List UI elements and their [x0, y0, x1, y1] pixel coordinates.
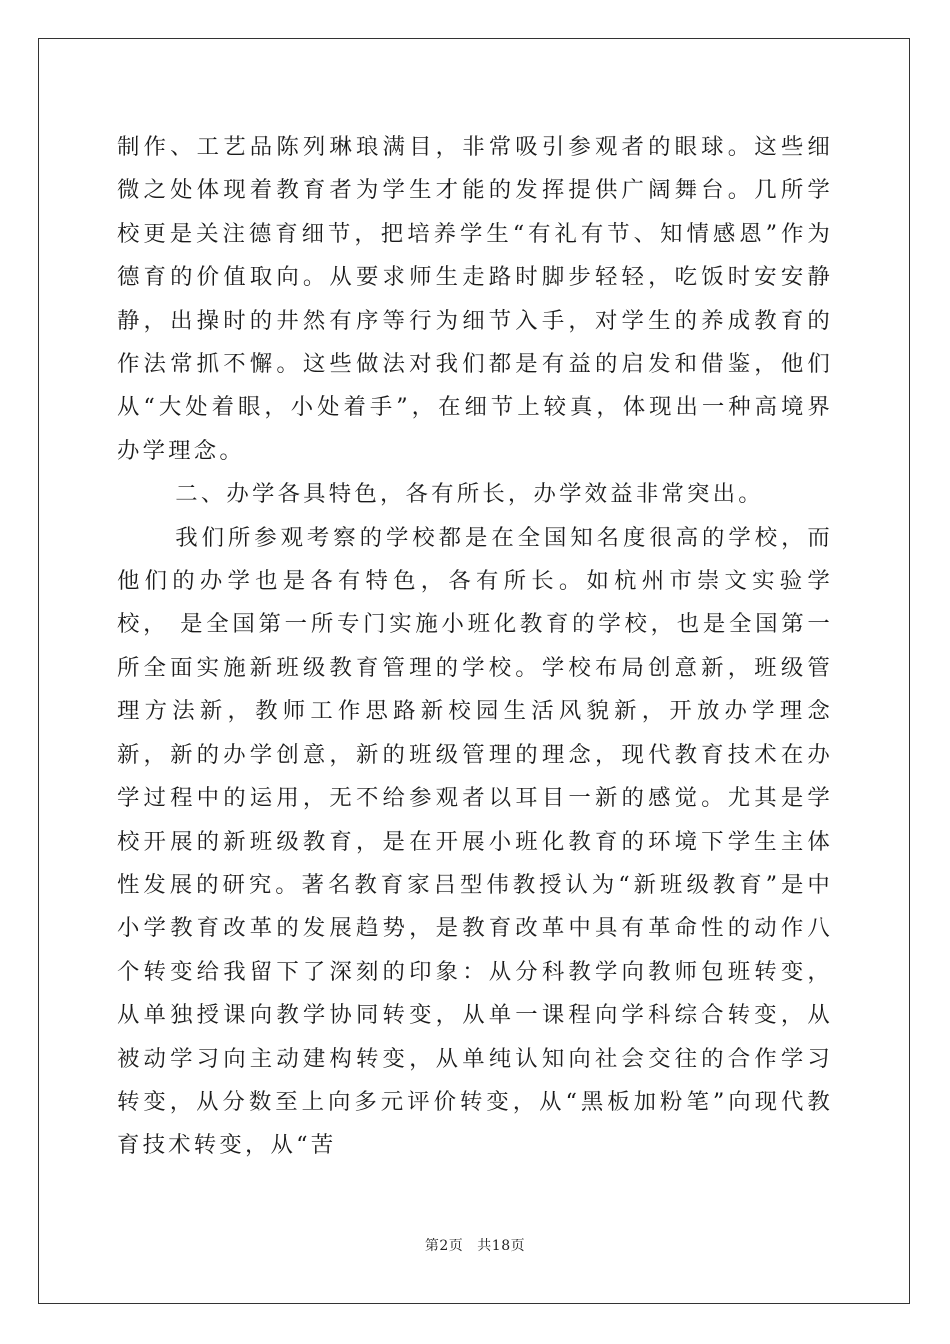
page-number: 第2页	[424, 1238, 464, 1254]
paragraph-3: 我们所参观考察的学校都是在全国知名度很高的学校，而他们的办学也是各有特色，各有所长。如杭州市崇文实验学校， 是全国第一所专门实施小班化教育的学校，也是全国第一所全面实施新班级教育管理的学校。学校布局创意新，班级管理方法新，教师工作思路新校园生活风貌新，开放办学理念新，新的办学创意，新的班级管理的理念，现代教育技术在办学过程中的运用，无不给参观者以耳目一新的感觉。尤其是学校开展的新班级教育，是在开展小班化教育的环境下学生主体性发展的研究。著名教育家吕型伟教授认为“新班级教育”是中小学教育改革的发展趋势，是教育改革中具有革命性的动作八个转变给我留下了深刻的印象：从分科教学向教师包班转变，从单独授课向教学协同转变，从单一课程向学科综合转变，从被动学习向主动建构转变，从单纯认知向社会交往的合作学习转变，从分数至上向多元评价转变，从“黑板加粉笔”向现代教育技术转变，从“苦	[117, 524, 833, 1159]
page-total: 共18页	[477, 1238, 526, 1254]
page-footer	[0, 1235, 950, 1255]
paragraph-2-heading: 二、办学各具特色，各有所长，办学效益非常突出。	[175, 481, 764, 508]
paragraph-1: 制作、工艺品陈列琳琅满目，非常吸引参观者的眼球。这些细微之处体现着教育者为学生才能的发挥提供广阔舞台。几所学校更是关注德育细节，把培养学生“有礼有节、知情感恩”作为德育的价值取向。从要求师生走路时脚步轻轻，吃饭时安安静静，出操时的井然有序等行为细节入手，对学生的养成教育的作法常抓不懈。这些做法对我们都是有益的启发和借鉴，他们从“大处着眼，小处着手”，在细节上较真，体现出一种高境界办学理念。	[117, 134, 833, 464]
document-body	[117, 126, 833, 1168]
